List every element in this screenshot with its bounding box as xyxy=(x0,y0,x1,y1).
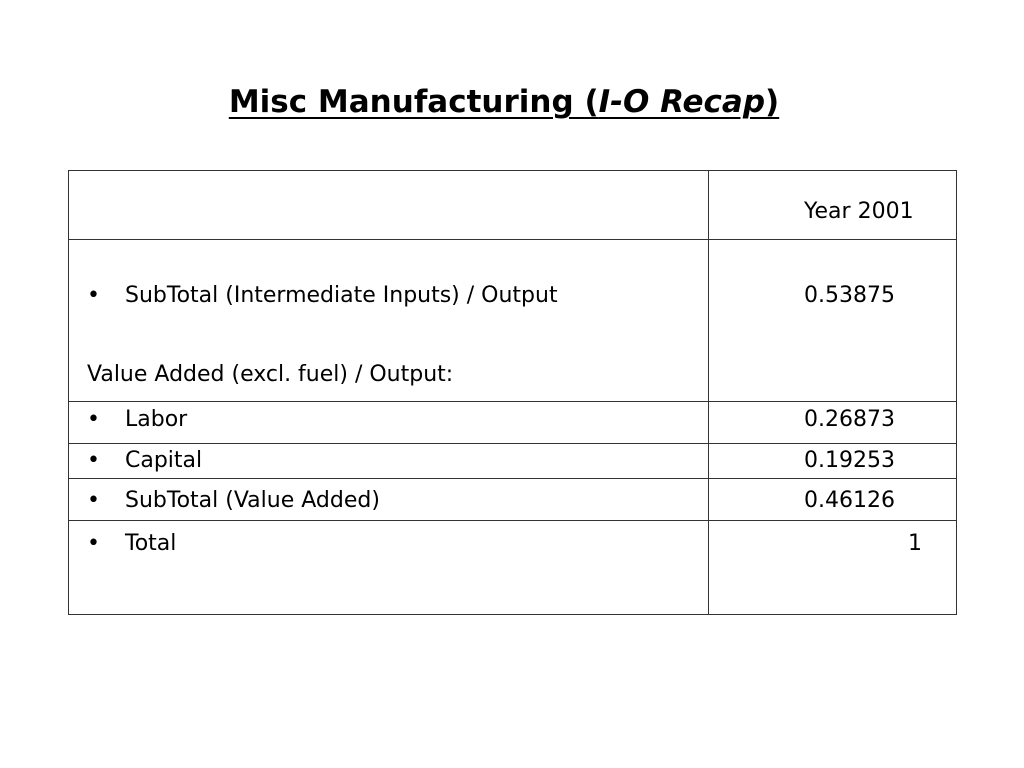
row-value-cell xyxy=(709,402,957,444)
header-year-cell xyxy=(709,171,957,240)
title-italic: I-O Recap xyxy=(598,84,766,120)
io-recap-table xyxy=(68,170,957,615)
row-label: Labor xyxy=(125,407,188,432)
bullet-icon: • xyxy=(87,448,100,473)
row-label: SubTotal (Value Added) xyxy=(125,488,380,513)
bullet-icon: • xyxy=(87,488,100,513)
title-close: ) xyxy=(765,84,780,120)
row-value: 0.26873 xyxy=(804,407,895,432)
title-main: Misc Manufacturing ( xyxy=(228,84,599,120)
row-value: 0.46126 xyxy=(804,488,895,513)
row-value-cell xyxy=(709,521,957,615)
slide-title xyxy=(0,84,1008,120)
row-label-cell xyxy=(69,402,709,444)
row-value-cell xyxy=(709,444,957,479)
list-item xyxy=(87,283,558,308)
row-label: SubTotal (Intermediate Inputs) / Output xyxy=(125,283,558,308)
row-label-cell xyxy=(69,521,709,615)
row-label-cell xyxy=(69,479,709,521)
bullet-icon: • xyxy=(87,283,100,308)
table-row xyxy=(69,479,957,521)
table-row xyxy=(69,240,957,402)
table-row xyxy=(69,402,957,444)
row-label: Capital xyxy=(125,448,203,473)
row-value: 0.19253 xyxy=(804,448,895,473)
row-label: Total xyxy=(125,531,177,556)
table-header-row xyxy=(69,171,957,240)
bullet-icon: • xyxy=(87,407,100,432)
table-row xyxy=(69,521,957,615)
header-label-cell xyxy=(69,171,709,240)
row-value-cell xyxy=(709,240,957,402)
row-value-cell xyxy=(709,479,957,521)
row-label-cell xyxy=(69,444,709,479)
year-label: Year 2001 xyxy=(804,199,914,224)
section-heading: Value Added (excl. fuel) / Output: xyxy=(87,362,454,387)
row-value: 0.53875 xyxy=(804,283,895,308)
row-value: 1 xyxy=(908,531,922,556)
table-row xyxy=(69,444,957,479)
bullet-icon: • xyxy=(87,531,100,556)
row-label-cell xyxy=(69,240,709,402)
